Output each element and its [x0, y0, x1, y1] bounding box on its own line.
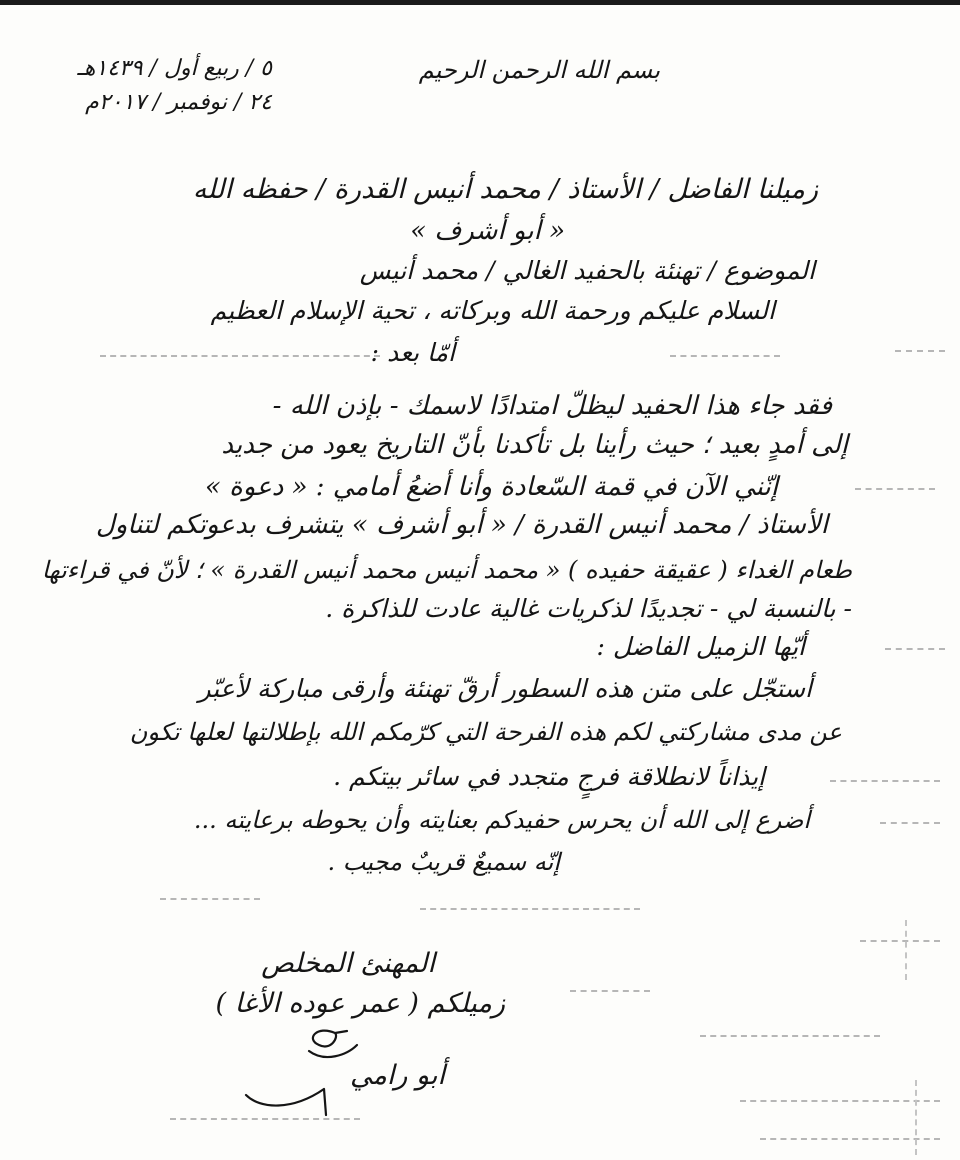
basmala: بسم الله الرحمن الرحيم: [418, 56, 660, 84]
ruled-line-fragment: [895, 350, 945, 352]
ruled-line-fragment: [420, 908, 640, 910]
ruled-line-fragment: [700, 1035, 880, 1037]
date-gregorian: ٢٤ / نوفمبر / ٢٠١٧م: [85, 90, 272, 115]
signature-flourish: [240, 1075, 335, 1120]
ruled-line-fragment: [885, 648, 945, 650]
body-line-7: أيّها الزميل الفاضل :: [596, 632, 805, 661]
ruled-line-fragment: [855, 488, 935, 490]
closing-name: زميلكم ( عمر عوده الأغا ): [215, 988, 505, 1019]
ruled-line-fragment: [880, 822, 940, 824]
ruled-line-fragment: [100, 355, 380, 357]
ruled-line-fragment: [830, 780, 940, 782]
ruled-line-fragment: [570, 990, 650, 992]
scan-top-edge: [0, 0, 960, 5]
body-line-10: إيذاناً لانطلاقة فرجٍ متجدد في سائر بيتكم .: [333, 762, 765, 791]
ruled-line-fragment: [670, 355, 780, 357]
ruled-line-fragment: [170, 1118, 360, 1120]
closing-congratulator: المهنئ المخلص: [261, 948, 435, 979]
body-line-11: أضرع إلى الله أن يحرس حفيدكم بعنايته وأن يحوطه برعايته ...: [193, 806, 810, 834]
greeting-line: السلام عليكم ورحمة الله وبركاته ، تحية الإسلام العظيم: [210, 296, 775, 325]
ruled-line-fragment: [905, 920, 907, 980]
ruled-line-fragment: [740, 1100, 940, 1102]
subject-line: الموضوع / تهنئة بالحفيد الغالي / محمد أنيس: [359, 256, 815, 285]
ruled-line-fragment: [915, 1080, 917, 1155]
amma-baad: أمّا بعد :: [370, 338, 455, 367]
recipient-nickname: « أبو أشرف »: [410, 216, 565, 246]
recipient-line: زميلنا الفاضل / الأستاذ / محمد أنيس القدرة / حفظه الله: [192, 174, 818, 205]
signature-mark: [295, 1025, 370, 1073]
body-line-12: إنّه سميعٌ قريبٌ مجيب .: [327, 848, 560, 876]
body-line-2: إلى أمدٍ بعيد ؛ حيث رأينا بل تأكدنا بأنّ التاريخ يعود من جديد: [221, 430, 848, 460]
body-line-6: - بالنسبة لي - تجديدًا لذكريات غالية عادت للذاكرة .: [325, 594, 852, 623]
body-line-5: طعام الغداء ( عقيقة حفيده ) « محمد أنيس محمد أنيس القدرة » ؛ لأنّ في قراءتها: [41, 556, 852, 584]
body-line-9: عن مدى مشاركتي لكم هذه الفرحة التي كرّمكم الله بإطلالتها لعلها تكون: [129, 718, 842, 746]
ruled-line-fragment: [760, 1138, 940, 1140]
ruled-line-fragment: [860, 940, 940, 942]
closing-kunya: أبو رامي: [349, 1060, 445, 1091]
body-line-3: إنّني الآن في قمة السّعادة وأنا أضعُ أمامي : « دعوة »: [204, 472, 778, 502]
date-hijri: ٥ / ربيع أول / ١٤٣٩هـ: [77, 56, 272, 81]
ruled-line-fragment: [160, 898, 260, 900]
body-line-1: فقد جاء هذا الحفيد ليظلّ امتدادًا لاسمك - بإذن الله -: [272, 391, 832, 421]
body-line-8: أستجّل على متن هذه السطور أرقّ تهنئة وأرقى مباركة لأعبّر: [198, 674, 812, 703]
body-line-4: الأستاذ / محمد أنيس القدرة / « أبو أشرف » يتشرف بدعوتكم لتناول: [95, 510, 828, 540]
